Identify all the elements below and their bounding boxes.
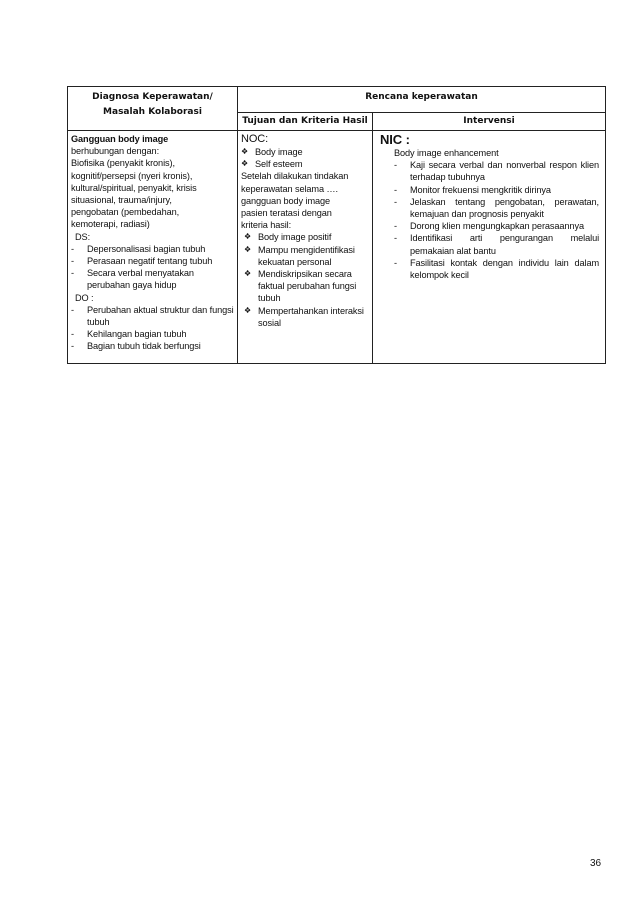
header-diagnosa — [68, 87, 238, 131]
nic-item-text: Jelaskan tentang pengobatan, perawatan, kemajuan dan prognosis penyakit — [410, 196, 600, 220]
nic-item-text: Dorong klien mengungkapkan perasaannya — [410, 221, 584, 232]
diamond-bullet-icon: ❖ — [244, 244, 252, 254]
noc-item-text: Self esteem — [255, 159, 303, 170]
nic-item — [378, 257, 599, 281]
kriteria-item-text: Body image positif — [258, 232, 332, 243]
dash-icon: - — [394, 196, 397, 207]
dash-icon: - — [71, 243, 74, 254]
ds-label: DS: — [75, 231, 91, 242]
header-intervensi-label: Intervensi — [463, 116, 515, 126]
diagnosa-cell — [68, 131, 238, 364]
do-item-text: Bagian tubuh tidak berfungsi — [87, 341, 201, 352]
ds-item-text: Secara verbal menyatakan perubahan gaya hidup — [87, 268, 194, 291]
kriteria-item-text: Mempertahankan interaksi sosial — [258, 305, 364, 328]
do-item-text: Kehilangan bagian tubuh — [87, 329, 187, 340]
tujuan-line: kriteria hasil: — [241, 220, 292, 231]
ds-item-text: Depersonalisasi bagian tubuh — [87, 243, 206, 254]
nic-label: NIC : — [380, 132, 410, 147]
noc-item — [241, 146, 369, 158]
do-item-text: Perubahan aktual struktur dan fungsi tubuh — [87, 304, 234, 328]
dash-icon: - — [71, 304, 74, 315]
header-intervensi — [373, 113, 606, 131]
noc-label: NOC: — [241, 133, 269, 145]
kriteria-item — [241, 231, 369, 243]
do-item — [71, 328, 234, 340]
nic-item-text: Monitor frekuensi mengkritik dirinya — [410, 184, 551, 195]
kriteria-item-text: Mampu mengidentifikasi kekuatan personal — [258, 244, 355, 267]
header-diagnosa-label: Diagnosa Keperawatan/ Masalah Kolaborasi — [92, 92, 213, 117]
diamond-bullet-icon: ❖ — [241, 147, 249, 156]
ds-item — [71, 255, 234, 267]
dash-icon: - — [394, 184, 397, 195]
tujuan-cell — [238, 131, 373, 364]
tujuan-line: Setelah dilakukan tindakan — [241, 171, 349, 182]
diamond-bullet-icon: ❖ — [244, 269, 252, 279]
dash-icon: - — [71, 268, 74, 279]
dash-icon: - — [394, 233, 397, 244]
noc-item-text: Body image — [255, 147, 303, 157]
dash-icon: - — [394, 221, 397, 232]
do-label: DO : — [75, 292, 94, 303]
tujuan-line: gangguan body image — [241, 195, 331, 206]
diagnosa-line: kognitif/persepsi (nyeri kronis), — [71, 170, 193, 181]
tujuan-line: pasien teratasi dengan — [241, 208, 332, 219]
do-item — [71, 304, 234, 328]
nic-item-text: Fasilitasi kontak dengan individu lain dalam kelompok kecil — [410, 257, 600, 281]
diagnosa-line: situasional, trauma/injury, — [71, 195, 172, 206]
ds-item — [71, 243, 234, 255]
header-tujuan — [238, 113, 373, 131]
kriteria-item — [241, 244, 369, 268]
diagnosa-line: kultural/spiritual, penyakit, krisis — [71, 182, 197, 193]
nic-subtitle: Body image enhancement — [394, 148, 499, 158]
kriteria-item — [241, 268, 369, 305]
nic-item — [378, 196, 599, 220]
dash-icon: - — [394, 257, 397, 268]
nic-item — [378, 184, 599, 196]
nic-item — [378, 220, 599, 232]
nic-item-text: Kaji secara verbal dan nonverbal respon klien terhadap tubuhnya — [410, 160, 600, 183]
nic-item — [378, 159, 599, 183]
tujuan-line: keperawatan selama …. — [241, 183, 338, 194]
header-tujuan-label: Tujuan dan Kriteria Hasil — [242, 116, 368, 126]
dash-icon: - — [71, 341, 74, 352]
header-rencana — [238, 87, 606, 113]
diagnosa-line: berhubungan dengan: — [71, 146, 160, 157]
kriteria-item-text: Mendiskripsikan secara faktual perubahan fungsi tubuh — [258, 269, 357, 304]
diagnosa-title: Gangguan body image — [71, 134, 169, 144]
ds-item-text: Perasaan negatif tentang tubuh — [87, 256, 213, 267]
dash-icon: - — [71, 329, 74, 340]
noc-item — [241, 158, 369, 170]
diamond-bullet-icon: ❖ — [244, 232, 252, 242]
dash-icon: - — [71, 256, 74, 267]
intervensi-cell — [373, 131, 606, 364]
do-item — [71, 340, 234, 352]
diagnosa-line: Biofisika (penyakit kronis), — [71, 158, 175, 169]
care-plan-table — [67, 86, 606, 364]
ds-item — [71, 267, 234, 291]
header-rencana-label: Rencana keperawatan — [365, 92, 478, 102]
diagnosa-line: kemoterapi, radiasi) — [71, 219, 150, 230]
kriteria-item — [241, 305, 369, 329]
diagnosa-line: pengobatan (pembedahan, — [71, 207, 180, 218]
diamond-bullet-icon: ❖ — [241, 159, 249, 169]
nic-item-text: Identifikasi arti pengurangan melalui pemakaian alat bantu — [410, 233, 600, 256]
dash-icon: - — [394, 160, 397, 171]
diamond-bullet-icon: ❖ — [244, 305, 252, 315]
page-number: 36 — [590, 858, 602, 869]
nic-item — [378, 232, 599, 256]
